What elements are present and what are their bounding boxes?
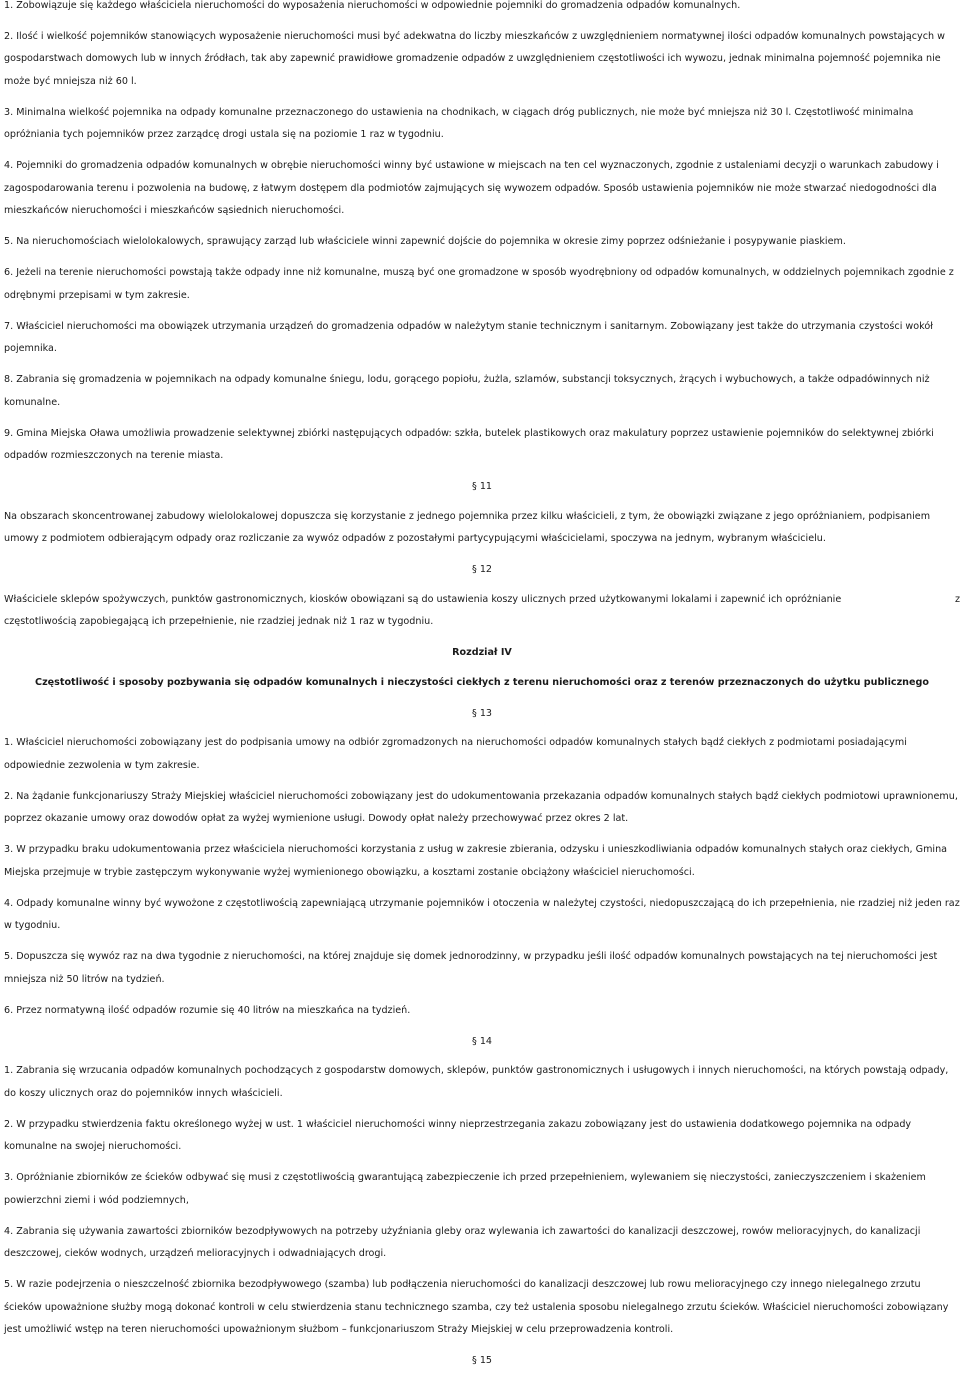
section-12-line-1 [4, 589, 960, 612]
section-mark: § 12 [471, 564, 493, 575]
section-12-heading [4, 559, 960, 582]
paragraph-13-3: 3. W przypadku braku udokumentowania przez właściciela nieruchomości korzystania z usług w zakresie zbierania, odzysku i unieszkodliwiania odpadów komunalnych stałych oraz ciekłych, Gmina Miejska przejmuje w trybie zastępczym wykonywanie wyżej wymienionego obowiązku, a kosztami zostanie obciążony właściciel nieruchomości. [4, 844, 948, 878]
paragraph-10-6: 6. Jeżeli na terenie nieruchomości powstają także odpady inne niż komunalne, muszą być one gromadzone w sposób wyodrębniony od odpadów komunalnych, w oddzielnych pojemnikach zgodnie z odrębnymi przepisami w tym zakresie. [4, 267, 954, 301]
section-13-heading [4, 703, 960, 726]
section-mark: § 15 [471, 1355, 493, 1366]
section-12-line-2: częstotliwością zapobiegającą ich przepełnienie, nie rzadziej jednak niż 1 raz w tygodniu. [4, 616, 434, 627]
paragraph-14-1: 1. Zabrania się wrzucania odpadów komunalnych pochodzących z gospodarstw domowych, sklepów, punktów gastronomicznych i usługowych i innych nieruchomości, na których powstają odpady, do koszy ulicznych oraz do pojemników innych właścicieli. [4, 1065, 949, 1099]
section-10-paragraphs [4, 0, 960, 468]
paragraph-13-6: 6. Przez normatywną ilość odpadów rozumie się 40 litrów na mieszkańca na tydzień. [4, 1004, 411, 1016]
section-11-heading [4, 476, 960, 499]
paragraph-14-3: 3. Opróżnianie zbiorników ze ścieków odbywać się musi z częstotliwością gwarantującą zabezpieczenie ich przed przepełnieniem, wylewaniem się nieczystości, zanieczyszczeniem i skażeniem powierzchni ziemi i wód podziemnych, [4, 1172, 926, 1206]
paragraph-10-7: 7. Właściciel nieruchomości ma obowiązek utrzymania urządzeń do gromadzenia odpadów w należytym stanie technicznym i sanitarnym. Zobowiązany jest także do utrzymania czystości wokół pojemnika. [4, 320, 933, 354]
paragraph-14-2: 2. W przypadku stwierdzenia faktu określonego wyżej w ust. 1 właściciel nieruchomości winny nieprzestrzegania zakazu zobowiązany jest do ustawienia dodatkowego pojemnika na odpady komunalne na swojej nieruchomości. [4, 1118, 912, 1152]
section-11-text: Na obszarach skoncentrowanej zabudowy wielolokalowej dopuszcza się korzystanie z jednego pojemnika przez kilku właścicieli, z tym, że obowiązki związane z jego opróżnianiem, podpisaniem umowy z podmiotem odbierającym odpady oraz rozliczanie za wywóz odpadów z pozostałymi partycypującymi właścicielami, spoczywa na jednym, wybranym właścicielu. [4, 510, 931, 544]
paragraph-10-3: 3. Minimalna wielkość pojemnika na odpady komunalne przeznaczonego do ustawienia na chodnikach, w ciągach dróg publicznych, nie może być mniejsza niż 30 l. Częstotliwość minimalna opróżniania tych pojemników przez zarządcę drogi ustala się na poziomie 1 raz w tygodniu. [4, 106, 914, 140]
section-15-heading [4, 1350, 960, 1373]
section-12-text [4, 589, 960, 634]
chapter-title: Częstotliwość i sposoby pozbywania się odpadów komunalnych i nieczystości ciekłych z terenu nieruchomości oraz z terenów przeznaczonych do użytku publicznego [35, 677, 929, 688]
section-mark: § 14 [471, 1035, 493, 1047]
section-mark: § 11 [471, 481, 493, 492]
paragraph-13-1: 1. Właściciel nieruchomości zobowiązany jest do podpisania umowy na odbiór zgromadzonych na nieruchomości odpadów komunalnych stałych bądź ciekłych z podmiotami posiadającymi odpowiednie zezwolenia w tym zakresie. [4, 737, 907, 771]
paragraph-14-4: 4. Zabrania się używania zawartości zbiorników bezodpływowych na potrzeby użyźniania gleby oraz wylewania ich zawartości do kanalizacji deszczowej, rowów melioracyjnych, do kanalizacji deszczowej, cieków wodnych, urządzeń melioracyjnych i odwadniających drogi. [4, 1225, 921, 1259]
paragraph-13-4: 4. Odpady komunalne winny być wywożone z częstotliwością zapewniającą utrzymanie pojemników i otoczenia w należytej czystości, niedopuszczającą do ich przepełnienia, nie rzadziej niż jeden raz w tygodniu. [4, 897, 960, 931]
paragraph-10-9: 9. Gmina Miejska Oława umożliwia prowadzenie selektywnej zbiórki następujących odpadów: szkła, butelek plastikowych oraz makulatury poprzez ustawienie pojemników do selektywnej zbiórki odpadów rozmieszczonych na terenie miasta. [4, 427, 934, 461]
document-page [4, 0, 960, 1380]
paragraph-10-1: 1. Zobowiązuje się każdego właściciela nieruchomości do wyposażenia nieruchomości w odpowiednie pojemniki do gromadzenia odpadów komunalnych. [4, 0, 741, 11]
section-12-line-1-text: Właściciele sklepów spożywczych, punktów gastronomicznych, kiosków obowiązani są do ustawienia koszy ulicznych przed użytkowanymi lokalami i zapewnić ich opróżnianie [4, 593, 842, 605]
paragraph-10-2: 2. Ilość i wielkość pojemników stanowiących wyposażenie nieruchomości musi być adekwatna do liczby mieszkańców z uwzględnieniem normatywnej ilości odpadów komunalnych powstających w gospodarstwach domowych lub w innych źródłach, tak aby zapewnić prawidłowe gromadzenie odpadów z uwzględnieniem częstotliwości ich wywozu, jednak minimalna pojemność pojemnika nie może być mniejsza niż 60 l. [4, 30, 945, 87]
paragraph-14-5: 5. W razie podejrzenia o nieszczelność zbiornika bezodpływowego (szamba) lub podłączenia nieruchomości do kanalizacji deszczowej lub rowu melioracyjnego czy innego nielegalnego zrzutu ścieków upoważnione służby mogą dokonać kontroli w celu stwierdzenia stanu technicznego szamba, czy też ustalenia sposobu nielegalnego zrzutu ścieków. Właściciel nieruchomości zobowiązany jest umożliwić wstęp na teren nieruchomości upoważnionym służbom – funkcjonariuszom Straży Miejskiej w celu przeprowadzenia kontroli. [4, 1279, 949, 1335]
paragraph-10-8: 8. Zabrania się gromadzenia w pojemnikach na odpady komunalne śniegu, lodu, gorącego popiołu, żużla, szlamów, substancji toksycznych, żrących i wybuchowych, a także odpadówinnych niż komunalne. [4, 374, 930, 408]
section-14-heading [4, 1031, 960, 1054]
paragraph-13-5: 5. Dopuszcza się wywóz raz na dwa tygodnie z nieruchomości, na której znajduje się domek jednorodzinny, w przypadku jeśli ilość odpadów komunalnych powstających na tej nieruchomości jest mniejsza niż 50 litrów na tydzień. [4, 951, 938, 985]
chapter-number: Rozdział IV [452, 646, 512, 658]
section-12-line-1-end: z [954, 593, 960, 605]
paragraph-13-2: 2. Na żądanie funkcjonariuszy Straży Miejskiej właściciel nieruchomości zobowiązany jest do udokumentowania przekazania odpadów komunalnych stałych bądź ciekłych podmiotowi uprawnionemu, poprzez okazanie umowy oraz dowodów opłat za wyżej wymienione usługi. Dowody opłat należy przechowywać przez okres 2 lat. [4, 790, 958, 824]
paragraph-10-5: 5. Na nieruchomościach wielolokalowych, sprawujący zarząd lub właściciele winni zapewnić dojście do pojemnika w okresie zimy poprzez odśnieżanie i posypywanie piaskiem. [4, 236, 846, 247]
paragraph-10-4: 4. Pojemniki do gromadzenia odpadów komunalnych w obrębie nieruchomości winny być ustawione w miejscach na ten cel wyznaczonych, zgodnie z ustaleniami decyzji o warunkach zabudowy i zagospodarowania terenu i pozwolenia na budowę, z łatwym dostępem dla podmiotów zajmujących się wywozem odpadów. Sposób ustawienia pojemników nie może stwarzać niedogodności dla mieszkańców nieruchomości i mieszkańców sąsiednich nieruchomości. [4, 160, 939, 216]
section-mark: § 13 [471, 707, 493, 719]
